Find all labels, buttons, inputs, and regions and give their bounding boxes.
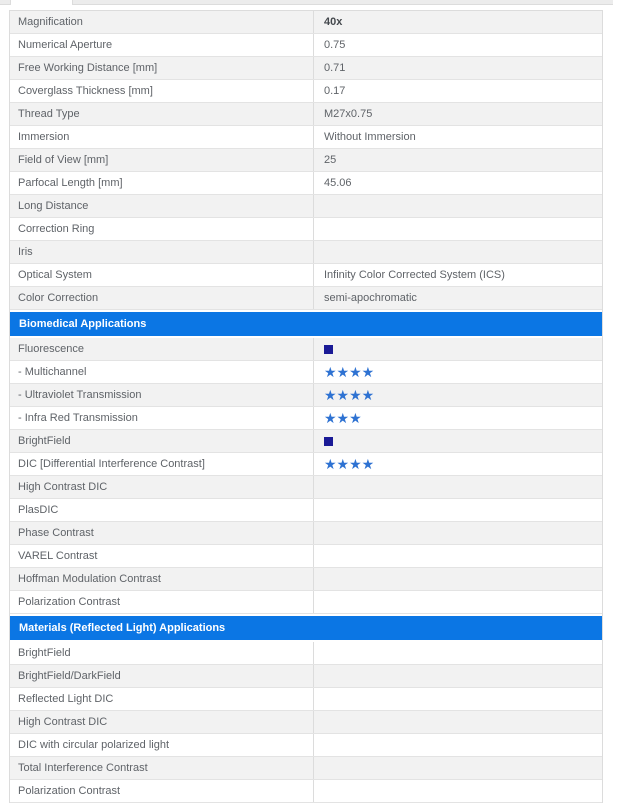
row-label: Optical System <box>10 264 314 286</box>
row-value <box>314 195 602 217</box>
table-row <box>10 57 602 80</box>
table-row <box>10 11 602 34</box>
row-value: Without Immersion <box>324 131 416 143</box>
table-row <box>10 103 602 126</box>
active-tab-remnant[interactable] <box>10 0 73 5</box>
table-row <box>10 780 602 803</box>
filled-square-icon <box>324 437 333 446</box>
row-label: BrightField/DarkField <box>10 665 314 687</box>
table-row <box>10 476 602 499</box>
table-row <box>10 361 602 384</box>
row-value <box>314 499 602 521</box>
row-value: 0.75 <box>324 39 346 51</box>
row-value <box>314 338 602 360</box>
row-label: Thread Type <box>10 103 314 125</box>
row-value <box>314 568 602 590</box>
row-label: Polarization Contrast <box>10 591 314 613</box>
row-label: Immersion <box>10 126 314 148</box>
row-label: - Ultraviolet Transmission <box>10 384 314 406</box>
row-value: Infinity Color Corrected System (ICS) <box>324 269 505 281</box>
row-label: Hoffman Modulation Contrast <box>10 568 314 590</box>
row-value: 25 <box>324 154 337 166</box>
row-value <box>314 711 602 733</box>
row-label: Fluorescence <box>10 338 314 360</box>
table-row <box>10 126 602 149</box>
table-row <box>10 591 602 614</box>
row-label: Magnification <box>10 11 314 33</box>
table-row <box>10 195 602 218</box>
table-row <box>10 522 602 545</box>
table-row <box>10 688 602 711</box>
table-row <box>10 407 602 430</box>
table-row <box>10 545 602 568</box>
star-rating: ★★★★ <box>324 456 375 472</box>
row-value <box>314 665 602 687</box>
table-row <box>10 642 602 665</box>
table-row <box>10 241 602 264</box>
row-label: Reflected Light DIC <box>10 688 314 710</box>
table-row <box>10 568 602 591</box>
row-label: High Contrast DIC <box>10 476 314 498</box>
row-value <box>314 591 602 613</box>
section-header-label: Materials (Reflected Light) Applications <box>19 622 226 634</box>
row-label: Polarization Contrast <box>10 780 314 802</box>
row-label: Color Correction <box>10 287 314 309</box>
row-value: 45.06 <box>324 177 352 189</box>
row-label: Numerical Aperture <box>10 34 314 56</box>
section-header-label: Biomedical Applications <box>19 318 147 330</box>
table-row <box>10 453 602 476</box>
row-label: BrightField <box>10 430 314 452</box>
specification-table <box>9 10 603 803</box>
row-value <box>314 476 602 498</box>
row-value: M27x0.75 <box>324 108 373 120</box>
row-value <box>314 688 602 710</box>
row-label: - Multichannel <box>10 361 314 383</box>
row-label: Iris <box>10 241 314 263</box>
row-value <box>314 642 602 664</box>
row-label: Total Interference Contrast <box>10 757 314 779</box>
table-row <box>10 734 602 757</box>
star-rating: ★★★★ <box>324 387 375 403</box>
row-value: 0.17 <box>324 85 346 97</box>
table-row <box>10 264 602 287</box>
row-value <box>314 218 602 240</box>
table-row <box>10 384 602 407</box>
table-row <box>10 430 602 453</box>
tab-strip <box>0 0 613 5</box>
row-label: Field of View [mm] <box>10 149 314 171</box>
row-value <box>314 780 602 802</box>
row-label: - Infra Red Transmission <box>10 407 314 429</box>
row-label: Parfocal Length [mm] <box>10 172 314 194</box>
row-label: Long Distance <box>10 195 314 217</box>
table-row <box>10 172 602 195</box>
row-value <box>314 522 602 544</box>
filled-square-icon <box>324 345 333 354</box>
row-label: PlasDIC <box>10 499 314 521</box>
row-label: Phase Contrast <box>10 522 314 544</box>
row-value: 40x <box>324 16 343 28</box>
row-value <box>314 545 602 567</box>
section-header-biomedical <box>10 312 602 336</box>
table-row <box>10 218 602 241</box>
table-row <box>10 665 602 688</box>
section-header-materials <box>10 616 602 640</box>
table-row <box>10 149 602 172</box>
row-label: Correction Ring <box>10 218 314 240</box>
star-rating: ★★★ <box>324 410 362 426</box>
table-row <box>10 757 602 780</box>
row-value <box>314 757 602 779</box>
table-row <box>10 711 602 734</box>
row-value <box>314 241 602 263</box>
star-rating: ★★★★ <box>324 364 375 380</box>
table-row <box>10 499 602 522</box>
table-row <box>10 287 602 310</box>
row-label: BrightField <box>10 642 314 664</box>
row-value: 0.71 <box>324 62 346 74</box>
row-label: Free Working Distance [mm] <box>10 57 314 79</box>
table-row <box>10 34 602 57</box>
row-label: High Contrast DIC <box>10 711 314 733</box>
row-label: VAREL Contrast <box>10 545 314 567</box>
row-label: DIC with circular polarized light <box>10 734 314 756</box>
row-value: semi-apochromatic <box>324 292 417 304</box>
row-label: Coverglass Thickness [mm] <box>10 80 314 102</box>
row-value <box>314 734 602 756</box>
table-row <box>10 80 602 103</box>
row-value <box>314 430 602 452</box>
table-row <box>10 338 602 361</box>
row-label: DIC [Differential Interference Contrast] <box>10 453 314 475</box>
